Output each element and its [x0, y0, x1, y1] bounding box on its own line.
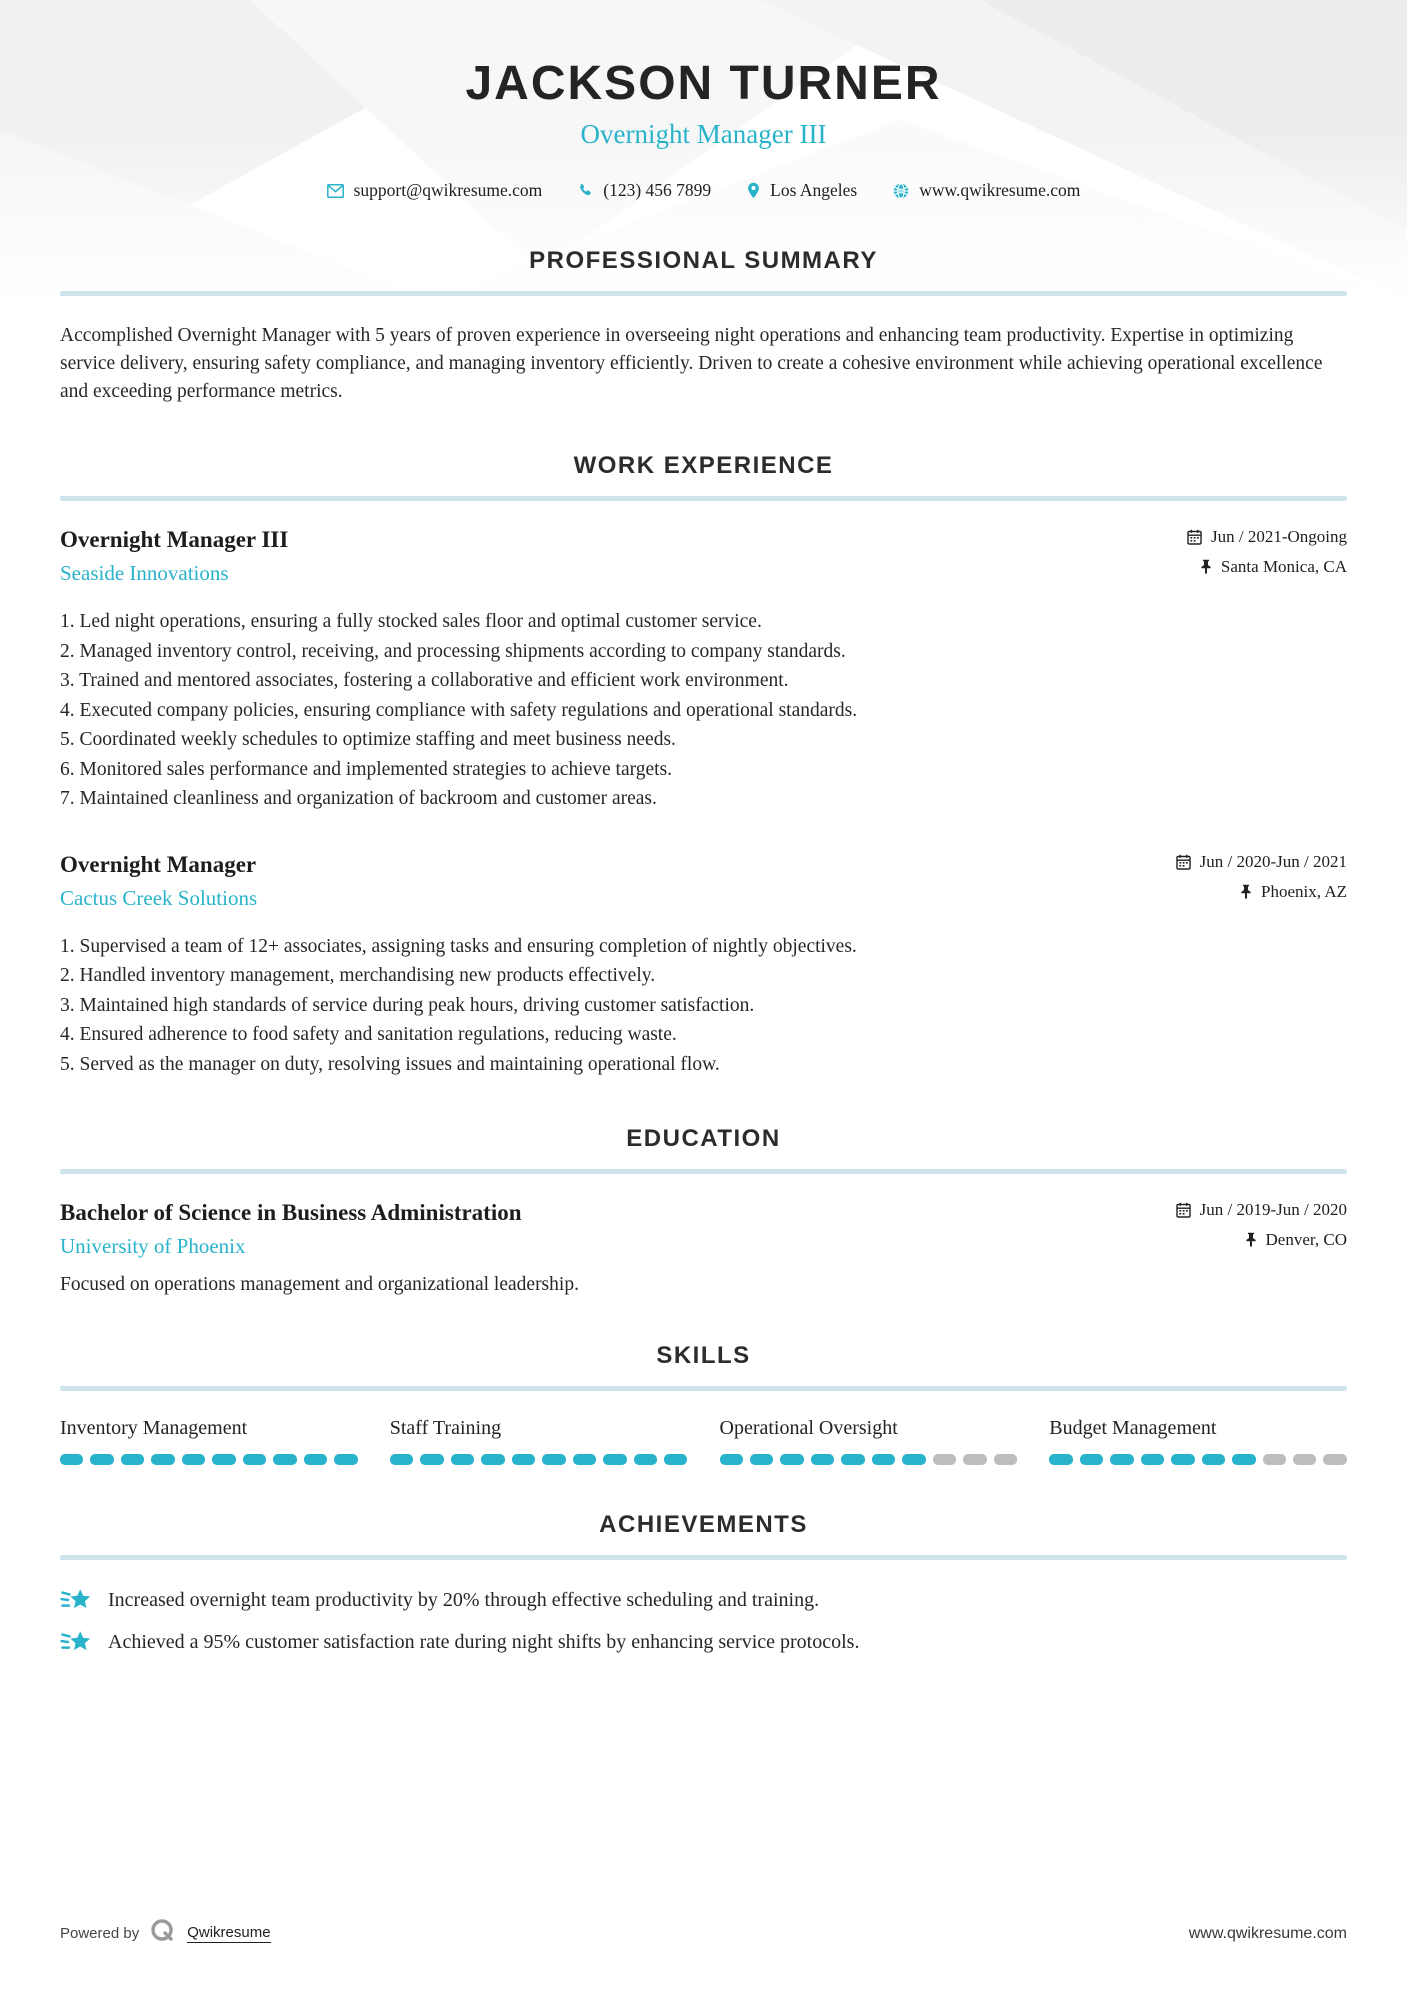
skill-item — [720, 1417, 1018, 1465]
education-entry — [60, 1200, 1347, 1296]
education-description: Focused on operations management and organizational leadership. — [60, 1274, 579, 1295]
pushpin-icon — [1245, 1232, 1257, 1248]
footer — [0, 1917, 1407, 1990]
skill-bar-segment — [573, 1454, 596, 1465]
skill-bar-segment — [182, 1454, 205, 1465]
skill-bar-segment — [1141, 1454, 1164, 1465]
job-entry — [60, 527, 1347, 814]
skill-bar-segment — [481, 1454, 504, 1465]
skill-bar-segment — [634, 1454, 657, 1465]
skill-bar-segment — [1232, 1454, 1255, 1465]
skill-bar-segment — [902, 1454, 925, 1465]
pushpin-icon — [1200, 559, 1212, 575]
skill-bar-segment — [121, 1454, 144, 1465]
calendar-icon — [1187, 529, 1202, 545]
content — [0, 201, 1407, 1670]
job-bullet: Monitored sales performance and implemented strategies to achieve targets. — [79, 758, 673, 780]
skill-bar-segment — [872, 1454, 895, 1465]
skill-bar-segment — [1202, 1454, 1225, 1465]
skill-bar-segment — [1049, 1454, 1072, 1465]
job-bullet: Maintained cleanliness and organization of backroom and customer areas. — [79, 788, 657, 809]
skill-bar-segment — [273, 1454, 296, 1465]
qwikresume-link[interactable]: Qwikresume — [187, 1924, 271, 1941]
contact-row — [0, 180, 1407, 201]
job-bullet-list — [60, 607, 1347, 814]
contact-phone[interactable] — [578, 180, 711, 201]
skill-bar-segment — [60, 1454, 83, 1465]
calendar-icon — [1176, 1202, 1191, 1218]
pushpin-icon — [1240, 884, 1252, 900]
summary-heading: PROFESSIONAL SUMMARY — [529, 247, 878, 274]
skill-name: Budget Management — [1049, 1417, 1217, 1439]
skill-bar-segment — [933, 1454, 956, 1465]
job-meta — [1176, 852, 1347, 912]
job-bullet: Handled inventory management, merchandising new products effectively. — [79, 965, 656, 986]
contact-website[interactable] — [893, 180, 1080, 201]
skill-bar-segment — [334, 1454, 357, 1465]
shooting-star-icon — [60, 1586, 92, 1614]
skill-item — [1049, 1417, 1347, 1465]
job-bullet: Coordinated weekly schedules to optimize staffing and meet business needs. — [79, 729, 676, 750]
skills-heading: SKILLS — [656, 1342, 751, 1369]
job-title: Overnight Manager III — [60, 527, 289, 552]
job-bullet: Trained and mentored associates, fostering a collaborative and efficient work environment. — [79, 670, 789, 691]
job-bullet: Maintained high standards of service during peak hours, driving customer satisfaction. — [79, 994, 755, 1016]
skill-bar-segment — [212, 1454, 235, 1465]
contact-location[interactable] — [747, 180, 857, 201]
skill-bar-segment — [750, 1454, 773, 1465]
skill-bar-segment — [841, 1454, 864, 1465]
skill-bar-segment — [1080, 1454, 1103, 1465]
skill-bar-segment — [304, 1454, 327, 1465]
skill-bar — [60, 1454, 358, 1465]
job-company: Seaside Innovations — [60, 561, 229, 585]
achievements-heading: ACHIEVEMENTS — [599, 1511, 808, 1538]
footer-website-text: www.qwikresume.com — [1188, 1924, 1347, 1942]
skill-bar-segment — [811, 1454, 834, 1465]
achievements-list — [60, 1586, 1347, 1656]
job-bullet: Executed company policies, ensuring compliance with safety regulations and operational standards. — [79, 699, 858, 721]
shooting-star-icon — [60, 1628, 92, 1656]
skills-grid — [60, 1417, 1347, 1465]
skill-bar-segment — [720, 1454, 743, 1465]
skill-bar-segment — [603, 1454, 626, 1465]
job-bullet: Led night operations, ensuring a fully stocked sales floor and optimal customer service. — [79, 611, 762, 632]
achievement-item — [60, 1628, 1347, 1656]
envelope-icon — [327, 184, 344, 198]
skill-bar-segment — [994, 1454, 1017, 1465]
section-divider — [60, 1555, 1347, 1560]
skill-bar-segment — [1110, 1454, 1133, 1465]
skill-bar — [1049, 1454, 1347, 1465]
contact-location-text: Los Angeles — [770, 180, 858, 200]
section-divider — [60, 1169, 1347, 1174]
skill-bar-segment — [1263, 1454, 1286, 1465]
skill-bar-segment — [780, 1454, 803, 1465]
job-entry — [60, 852, 1347, 1080]
powered-by-label: Powered by — [60, 1925, 140, 1942]
location-pin-icon — [747, 182, 760, 199]
skill-bar-segment — [512, 1454, 535, 1465]
skill-bar-segment — [390, 1454, 413, 1465]
skill-name: Staff Training — [389, 1417, 502, 1439]
section-divider — [60, 496, 1347, 501]
achievement-item — [60, 1586, 1347, 1614]
job-bullet: Supervised a team of 12+ associates, assigning tasks and ensuring completion of nightly objectives. — [79, 935, 857, 957]
skill-bar-segment — [1293, 1454, 1316, 1465]
job-dates: Jun / 2020-Jun / 2021 — [1199, 851, 1347, 871]
job-bullet: Served as the manager on duty, resolving issues and maintaining operational flow. — [79, 1053, 720, 1075]
skill-bar — [720, 1454, 1018, 1465]
skill-bar-segment — [542, 1454, 565, 1465]
skill-bar-segment — [1171, 1454, 1194, 1465]
skill-bar-segment — [664, 1454, 687, 1465]
achievement-text: Increased overnight team productivity by 20% through effective scheduling and training. — [108, 1588, 820, 1611]
education-school: University of Phoenix — [60, 1234, 246, 1258]
job-bullet-list — [60, 932, 1347, 1080]
job-meta — [1187, 527, 1347, 587]
section-divider — [60, 291, 1347, 296]
contact-email-text: support@qwikresume.com — [353, 180, 543, 200]
job-title: Overnight Manager — [60, 851, 257, 877]
job-company: Cactus Creek Solutions — [60, 885, 258, 910]
job-bullet: Managed inventory control, receiving, and processing shipments according to company standards. — [79, 640, 846, 662]
contact-website-text: www.qwikresume.com — [919, 180, 1081, 200]
achievement-text: Achieved a 95% customer satisfaction rate during night shifts by enhancing service protocols. — [108, 1630, 860, 1653]
education-location: Denver, CO — [1265, 1230, 1347, 1249]
qwikresume-logo-icon — [149, 1917, 177, 1950]
calendar-icon — [1176, 854, 1191, 870]
skill-bar-segment — [1323, 1454, 1346, 1465]
job-location: Santa Monica, CA — [1220, 557, 1347, 576]
header — [0, 0, 1407, 201]
skill-bar-segment — [420, 1454, 443, 1465]
skill-item — [390, 1417, 688, 1465]
education-heading: EDUCATION — [626, 1125, 781, 1152]
globe-icon — [893, 183, 909, 199]
skill-name: Inventory Management — [60, 1417, 248, 1439]
work-experience-heading: WORK EXPERIENCE — [573, 452, 834, 479]
education-degree: Bachelor of Science in Business Administration — [60, 1200, 522, 1225]
summary-text: Accomplished Overnight Manager with 5 years of proven experience in overseeing night operations and enhancing team productivity. Expertise in optimizing service delivery, ensuring safety compliance, and managing inventory efficiently. Driven to create a cohesive environment while achieving operational excellence and exceeding performance metrics. — [60, 325, 1323, 402]
person-job-title: Overnight Manager III — [580, 119, 827, 149]
job-bullet: Ensured adherence to food safety and sanitation regulations, reducing waste. — [79, 1024, 677, 1045]
person-name: JACKSON TURNER — [465, 57, 942, 110]
skill-bar — [390, 1454, 688, 1465]
education-dates: Jun / 2019-Jun / 2020 — [1199, 1200, 1347, 1219]
skill-item — [60, 1417, 358, 1465]
skill-bar-segment — [451, 1454, 474, 1465]
skill-name: Operational Oversight — [719, 1417, 898, 1439]
contact-email[interactable] — [327, 180, 543, 201]
skill-bar-segment — [963, 1454, 986, 1465]
job-location: Phoenix, AZ — [1261, 881, 1347, 901]
job-dates: Jun / 2021-Ongoing — [1211, 527, 1347, 546]
skill-bar-segment — [151, 1454, 174, 1465]
section-divider — [60, 1386, 1347, 1391]
skill-bar-segment — [90, 1454, 113, 1465]
skill-bar-segment — [243, 1454, 266, 1465]
contact-phone-text: (123) 456 7899 — [603, 180, 712, 200]
phone-icon — [578, 183, 593, 198]
education-meta — [1176, 1200, 1347, 1260]
